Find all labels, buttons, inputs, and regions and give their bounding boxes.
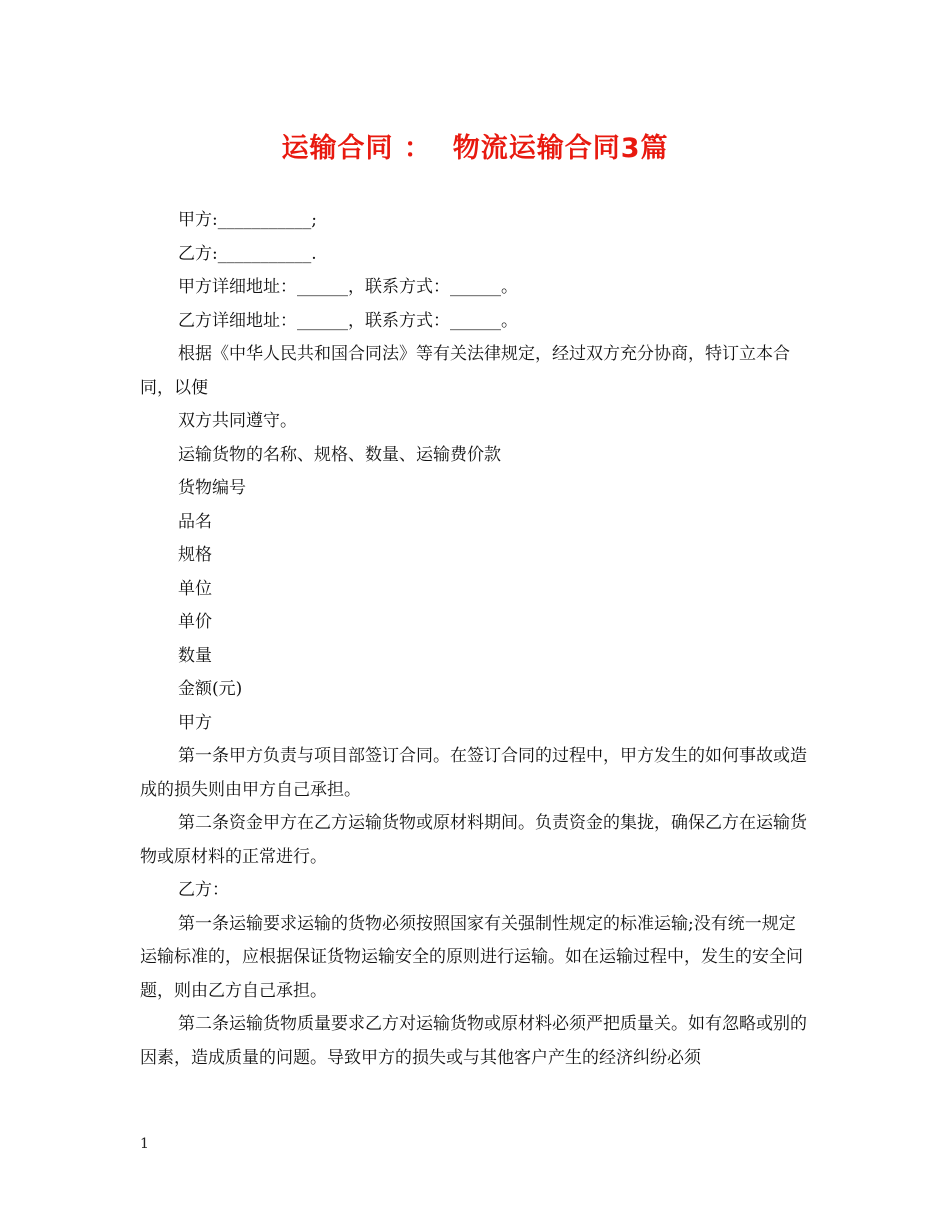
paragraph: 甲方:___________; [178, 210, 317, 230]
paragraph: 金额(元) [178, 679, 243, 699]
paragraph: 乙方详细地址：______，联系方式：______。 [178, 310, 518, 331]
paragraph: 第一条甲方负责与项目部签订合同。在签订合同的过程中，甲方发生的如何事故或造成的损失则由甲方自己承担。 [140, 746, 807, 800]
paragraph: 货物编号 [178, 478, 246, 498]
paragraph: 品名 [178, 511, 212, 532]
document-title: 运输合同 ： 物流运输合同3篇 [281, 133, 669, 164]
paragraph: 根据《中华人民共和国合同法》等有关法律规定，经过双方充分协商，特订立本合同，以便 [140, 344, 790, 398]
paragraph: 规格 [178, 545, 212, 565]
paragraph: 甲方详细地址：______，联系方式：______。 [178, 277, 518, 297]
paragraph: 单价 [178, 612, 212, 632]
document-body [140, 204, 812, 1075]
paragraph: 单位 [178, 578, 212, 599]
paragraph: 运输货物的名称、规格、数量、运输费价款 [178, 444, 501, 465]
paragraph: 数量 [178, 645, 212, 666]
paragraph: 乙方:___________. [178, 243, 317, 264]
paragraph: 第二条运输货物质量要求乙方对运输货物或原材料必须严把质量关。如有忽略或别的因素，造成质量的问题。导致甲方的损失或与其他客户产生的经济纠纷必须 [140, 1014, 807, 1068]
paragraph: 第二条资金甲方在乙方运输货物或原材料期间。负责资金的集拢，确保乙方在运输货物或原材料的正常进行。 [140, 813, 807, 867]
paragraph: 第一条运输要求运输的货物必须按照国家有关强制性规定的标准运输;没有统一规定运输标准的，应根据保证货物运输安全的原则进行运输。如在运输过程中，发生的安全问题，则由乙方自己承担。 [140, 913, 803, 1001]
page-number: 1 [140, 1136, 149, 1152]
paragraph: 乙方： [178, 880, 229, 900]
paragraph: 甲方 [178, 712, 212, 733]
paragraph: 双方共同遵守。 [178, 411, 297, 431]
